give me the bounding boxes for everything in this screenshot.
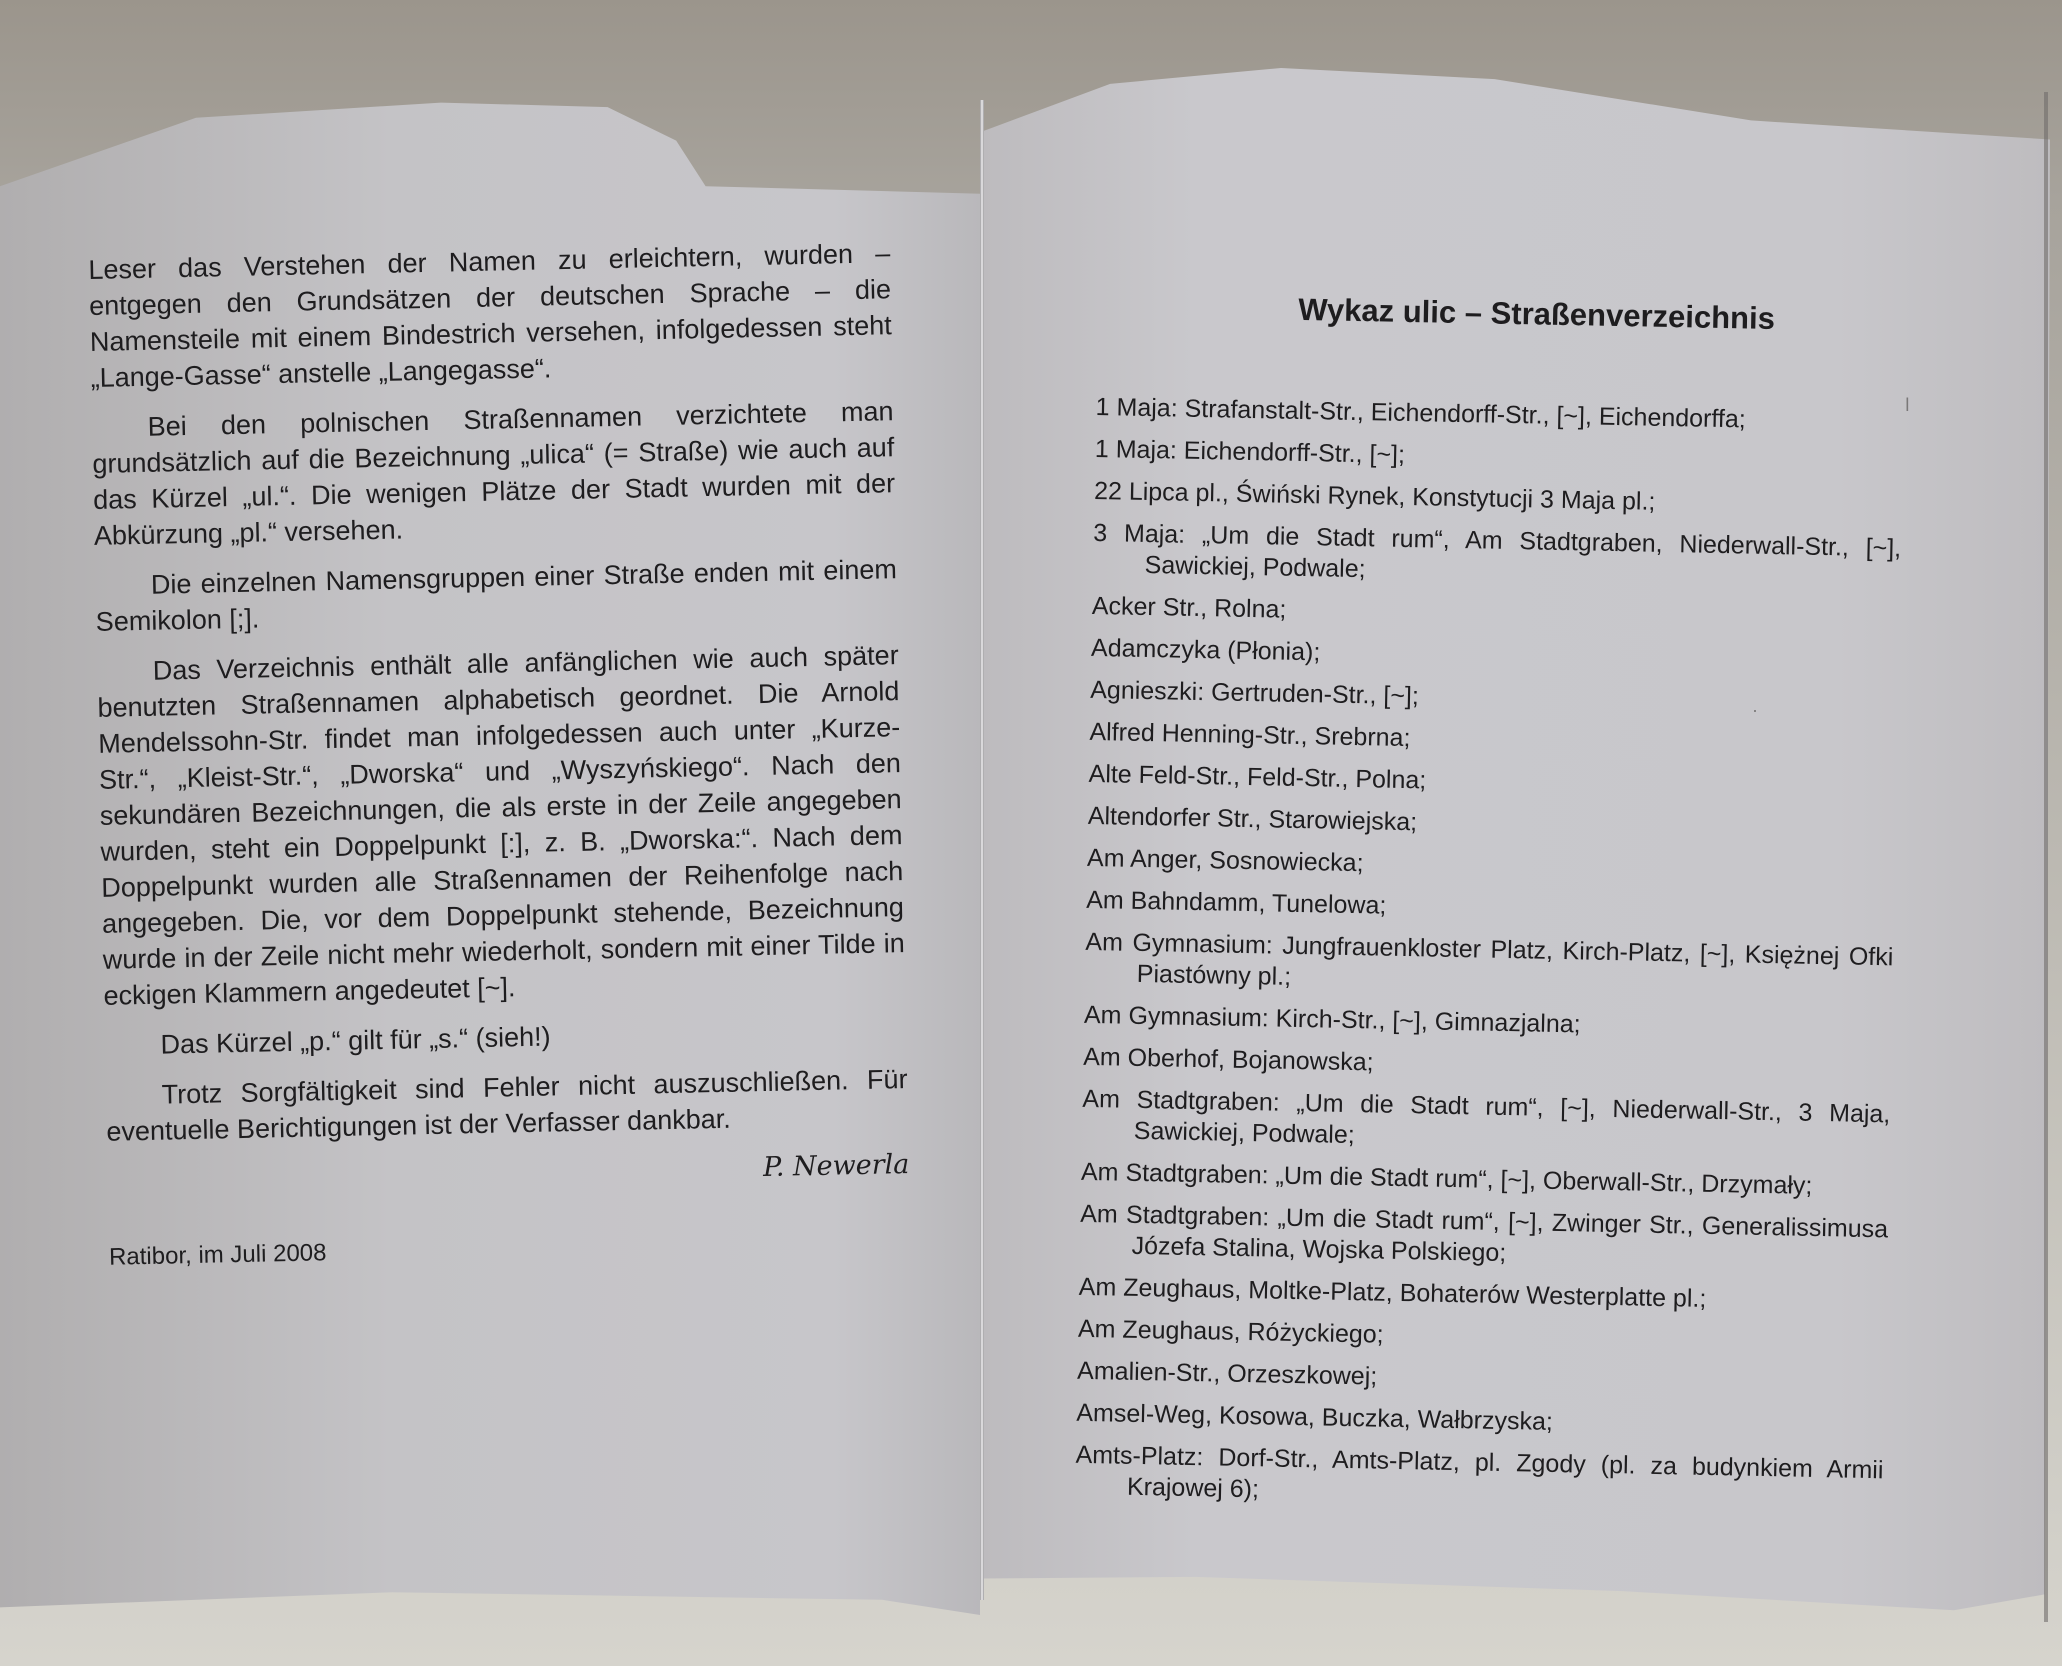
list-item: Amts-Platz: Dorf-Str., Amts-Platz, pl. Zgody (pl. za budynkiem Armii Krajowej 6); (1075, 1440, 1884, 1504)
place-date: Ratibor, im Juli 2008 (108, 1239, 327, 1271)
list-item: Am Bahndamm, Tunelowa; (1085, 885, 1387, 920)
list-item: Am Gymnasium: Jungfrauenkloster Platz, Kirch-Platz, [~], Księżnej Ofki Piastówny pl.; (1085, 927, 1894, 991)
list-item: Am Stadtgraben: „Um die Stadt rum“, [~], Oberwall-Str., Drzymały; (1080, 1157, 1813, 1200)
list-item: Am Gymnasium: Kirch-Str., [~], Gimnazjalna; (1083, 1000, 1581, 1039)
list-item: 22 Lipca pl., Świński Rynek, Konstytucji 3 Maja pl.; (1093, 476, 1656, 516)
list-item: Amsel-Weg, Kosowa, Buczka, Wałbrzyska; (1076, 1398, 1554, 1436)
list-item: Alfred Henning-Str., Srebrna; (1089, 717, 1411, 753)
paragraph: Trotz Sorgfältigkeit sind Fehler nicht auszuschließen. Für eventuelle Berichtigungen ist der Verfasser dankbar. (106, 1064, 908, 1147)
list-item: Am Stadtgraben: „Um die Stadt rum“, [~], Niederwall-Str., 3 Maja, Sawickiej, Podwale; (1082, 1084, 1891, 1150)
list-item: Am Anger, Sosnowiecka; (1086, 843, 1364, 878)
paragraph: Leser das Verstehen der Namen zu erleichtern, wurden – entgegen den Grundsätzen der deutschen Sprache – die Namensteile mit einem Bindestrich versehen, infolgedessen steht „Lange-Gasse“ anstelle „Langegasse“. (88, 238, 893, 393)
paragraph: Die einzelnen Namensgruppen einer Straße enden mit einem Semikolon [;]. (95, 554, 898, 637)
list-item: Am Oberhof, Bojanowska; (1082, 1042, 1374, 1077)
list-item: Am Stadtgraben: „Um die Stadt rum“, [~], Zwinger Str., Generalissimusa Józefa Stalina, Wojska Polskiego; (1079, 1199, 1889, 1268)
right-page-text (1074, 288, 1905, 1528)
book-gutter (980, 100, 984, 1600)
paragraph: Bei den polnischen Straßennamen verzichtete man grundsätzlich auf die Bezeichnung „ulica“ (= Straße) wie auch auf das Kürzel „ul.“. Die wenigen Plätze der Stadt wurden mit der Abkürzung „pl.“ versehen. (92, 396, 896, 551)
paper-speck: · (1752, 700, 1758, 720)
paragraph: Das Kürzel „p.“ gilt für „s.“ (sieh!) (160, 1021, 551, 1060)
list-item: Acker Str., Rolna; (1091, 591, 1287, 624)
list-item: Altendorfer Str., Starowiejska; (1087, 801, 1418, 837)
paper-speck: ǀ (1905, 395, 1910, 415)
list-item: Alte Feld-Str., Feld-Str., Polna; (1088, 759, 1427, 795)
list-item: Agnieszki: Gertruden-Str., [~]; (1090, 675, 1420, 711)
page-edge (2044, 92, 2048, 1622)
list-item: Am Zeughaus, Moltke-Platz, Bohaterów Westerplatte pl.; (1078, 1272, 1707, 1313)
list-item: 1 Maja: Eichendorff-Str., [~]; (1094, 434, 1406, 469)
list-item: 3 Maja: „Um die Stadt rum“, Am Stadtgraben, Niederwall-Str., [~], Sawickiej, Podwale; (1093, 518, 1902, 584)
list-item: Amalien-Str., Orzeszkowej; (1076, 1356, 1378, 1391)
page-title: Wykaz ulic – Straßenverzeichnis (1297, 291, 1776, 336)
paragraph: Das Verzeichnis enthält alle anfänglichen wie auch später benutzten Straßennamen alphabetisch geordnet. Die Arnold Mendelssohn-Str. findet man infolgedessen auch unter „Kurze-Str.“, „Kleist-Str.“, „Dworska“ und „Wyszyńskiego“. Nach den sekundären Bezeichnungen, die als erste in der Zeile angegeben wurden, steht ein Doppelpunkt [:], z. B. „Dworska:“. Nach dem Doppelpunkt wurden alle Straßennamen der Reihenfolge nach angegeben. Die, vor dem Doppelpunkt stehende, Bezeichnung wurde in der Zeile nicht mehr wiederholt, sondern mit einer Tilde in eckigen Klammern angedeutet [~]. (97, 640, 905, 1011)
list-item: Am Zeughaus, Różyckiego; (1077, 1314, 1384, 1349)
author-signature: P. Newerla (762, 1149, 910, 1184)
left-page-text (88, 235, 911, 1276)
list-item: Adamczyka (Płonia); (1090, 633, 1321, 667)
list-item: 1 Maja: Strafanstalt-Str., Eichendorff-Str., [~], Eichendorffa; (1095, 392, 1746, 434)
